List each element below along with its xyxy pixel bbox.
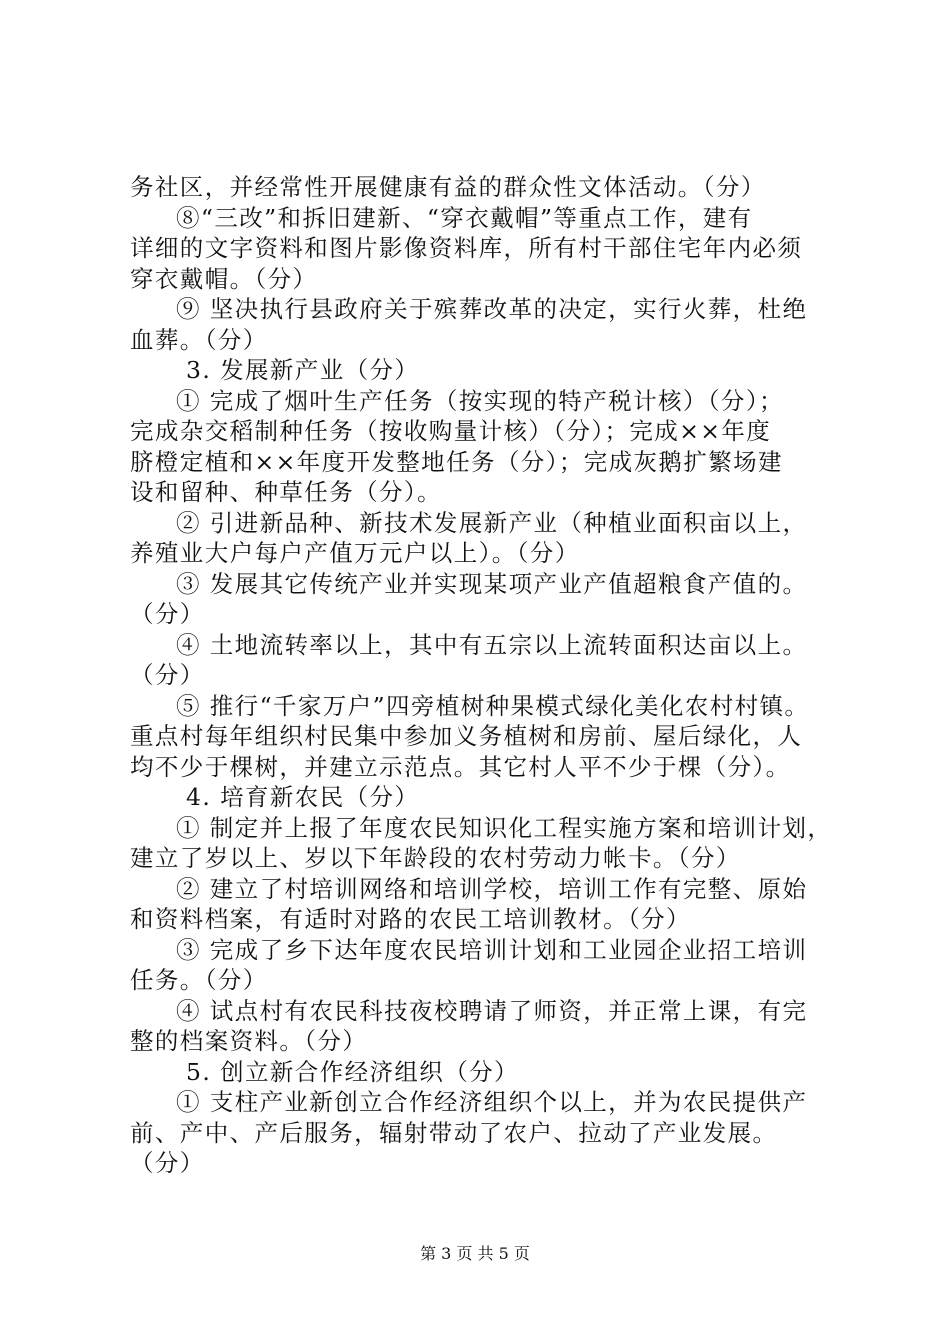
paragraph-line: ④ 土地流转率以上，其中有五宗以上流转面积达亩以上。 [176,630,808,659]
paragraph-line: 脐橙定植和××年度开发整地任务（分）；完成灰鹅扩繁场建 [130,447,783,476]
paragraph-line: ① 完成了烟叶生产任务（按实现的特产税计核）（分）； [176,386,784,415]
paragraph-line: ④ 试点村有农民科技夜校聘请了师资，并正常上课，有完 [176,996,808,1025]
paragraph-line: 重点村每年组织村民集中参加义务植树和房前、屋后绿化，人 [130,722,803,750]
paragraph-line: ② 引进新品种、新技术发展新产业（种植业面积亩以上， [176,508,808,537]
paragraph-line: 前、产中、产后服务，辐射带动了农户、拉动了产业发展。 [130,1118,778,1147]
paragraph-line: 整的档案资料。（分） [130,1027,368,1055]
paragraph-line: ⑧“三改”和拆旧建新、“穿衣戴帽”等重点工作，建有 [176,203,753,232]
paragraph-line: 均不少于棵树，并建立示范点。其它村人平不少于棵（分）。 [130,752,791,781]
paragraph-line: ① 制定并上报了年度农民知识化工程实施方案和培训计划， [176,813,833,842]
paragraph-line: 任务。（分） [130,966,268,994]
paragraph-line: 血葬。（分） [130,325,268,354]
paragraph-line: 务社区，并经常性开展健康有益的群众性文体活动。（分） [130,173,766,201]
paragraph-line: ② 建立了村培训网络和培训学校，培训工作有完整、原始 [176,874,808,903]
paragraph-line: 穿衣戴帽。（分） [130,264,318,293]
paragraph-line: ③ 发展其它传统产业并实现某项产业产值超粮食产值的。 [176,569,808,598]
paragraph-line: ⑤ 推行“千家万户”四旁植树种果模式绿化美化农村村镇。 [176,691,810,720]
paragraph-line: ③ 完成了乡下达年度农民培训计划和工业园企业招工培训 [176,935,808,964]
page-footer: 第 3 页 共 5 页 [420,1244,530,1263]
paragraph-line: ① 支柱产业新创立合作经济组织个以上，并为农民提供产 [176,1088,808,1116]
document-body [130,172,845,1179]
section-heading: 4. 培育新农民（分） [186,783,420,811]
paragraph-line: 完成杂交稻制种任务（按收购量计核）（分）；完成××年度 [130,417,772,445]
paragraph-line: （分） [130,661,205,689]
paragraph-line: 建立了岁以上、岁以下年龄段的农村劳动力帐卡。（分） [130,844,741,872]
paragraph-line: ⑨ 坚决执行县政府关于殡葬改革的决定，实行火葬，杜绝 [176,295,808,323]
section-heading: 3. 发展新产业（分） [186,356,420,384]
paragraph-line: 养殖业大户每户产值万元户以上）。（分） [130,539,580,567]
paragraph-line: 详细的文字资料和图片影像资料库，所有村干部住宅年内必须 [130,234,803,262]
section-heading: 5. 创立新合作经济组织（分） [186,1057,519,1086]
paragraph-line: （分） [130,600,205,628]
paragraph-line: （分） [130,1149,205,1177]
paragraph-line: 设和留种、种草任务（分）。 [130,478,442,506]
paragraph-line: 和资料档案，有适时对路的农民工培训教材。（分） [130,905,691,933]
